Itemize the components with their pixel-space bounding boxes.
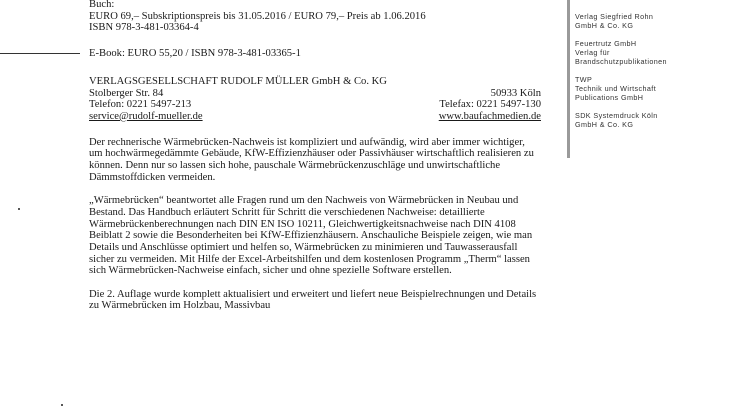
sidebar-item-twp: [575, 75, 740, 102]
sidebar-line: Verlag Siegfried Rohn: [575, 12, 654, 21]
press-release-body: [89, 0, 541, 324]
margin-bullet: [61, 404, 63, 406]
paragraph-intro: [89, 137, 541, 184]
sidebar-line: Brandschutzpublikationen: [575, 57, 667, 66]
paragraph-text: Der rechnerische Wärmebrücken-Nachweis ist kompliziert und aufwändig, wird aber immer wichtiger, um hochwärmegedämmte Gebäude, KfW-Effizienzhäuser oder Passivhäuser wirtschaftlich realisieren zu können. Denn nur so lassen sich hohe, pauschale Wärmebrückenzuschläge und unwirtschaftliche Dämmstoffdicken vermeiden.: [89, 136, 534, 183]
sidebar-item-feuertrutz: [575, 39, 740, 66]
affiliate-publishers-sidebar: [567, 0, 740, 158]
publisher-fax: Telefax: 0221 5497-130: [439, 99, 541, 111]
publisher-phone: Telefon: 0221 5497-213: [89, 99, 192, 111]
book-label: Buch:: [89, 0, 115, 10]
book-price: EURO 69,– Subskriptionspreis bis 31.05.2016 / EURO 79,– Preis ab 1.06.2016: [89, 10, 426, 22]
paragraph-handbook: [89, 195, 541, 277]
paragraph-second-edition: [89, 289, 541, 312]
publisher-name: VERLAGSGESELLSCHAFT RUDOLF MÜLLER GmbH & Co. KG: [89, 75, 387, 87]
sidebar-line: Publications GmbH: [575, 93, 644, 102]
publisher-city: 50933 Köln: [490, 87, 541, 99]
ebook-block: [89, 48, 541, 60]
margin-bullet: [18, 208, 20, 210]
publisher-website-link[interactable]: www.baufachmedien.de: [438, 110, 541, 122]
margin-rule: [0, 53, 80, 54]
sidebar-line: Feuertrutz GmbH: [575, 39, 637, 48]
sidebar-item-sdk: [575, 111, 740, 129]
sidebar-line: GmbH & Co. KG: [575, 21, 634, 30]
paragraph-text: Die 2. Auflage wurde komplett aktualisiert und erweitert und liefert neue Beispielrechnungen und Details zu Wärmebrücken im Holzbau, Massivbau: [89, 288, 537, 312]
sidebar-line: GmbH & Co. KG: [575, 120, 634, 129]
publisher-block: [89, 76, 541, 123]
book-price-block: [89, 0, 541, 34]
phone-row: [89, 99, 541, 111]
sidebar-line: Verlag für: [575, 48, 610, 57]
sidebar-line: Technik und Wirtschaft: [575, 84, 657, 93]
paragraph-text: „Wärmebrücken“ beantwortet alle Fragen rund um den Nachweis von Wärmebrücken in Neubau und Bestand. Das Handbuch erläutert Schritt für Schritt die verschiedenen Nachweise: detaillierte Wärmebrückenberechnungen nach DIN EN ISO 10211, Gleichwertigkeitsnachweise nach DIN 4108 Beiblatt 2 sowie die Besonderheiten bei KfW-Effizienzhäusern. Anschauliche Beispiele zeigen, wie man Details und Anschlüsse optimiert und helfen so, Wärmebrücken zu minimieren und Tauwasserausfall sicher zu vermeiden. Mit Hilfe der Excel-Arbeitshilfen und dem kostenlosen Programm „Therm“ lassen sich Wärmebrücken-Nachweise einfach, sicher und ohne spezielle Software erstellen.: [89, 195, 533, 277]
address-row: [89, 88, 541, 100]
sidebar-item-rohn: [575, 12, 740, 30]
sidebar-line: SDK Systemdruck Köln: [575, 111, 658, 120]
book-isbn: ISBN 978-3-481-03364-4: [89, 22, 199, 34]
sidebar-line: TWP: [575, 75, 593, 84]
publisher-street: Stolberger Str. 84: [89, 87, 164, 99]
contact-row: [89, 111, 541, 123]
ebook-price: E-Book: EURO 55,20 / ISBN 978-3-481-03365-1: [89, 48, 301, 60]
publisher-email-link[interactable]: service@rudolf-mueller.de: [89, 110, 203, 122]
